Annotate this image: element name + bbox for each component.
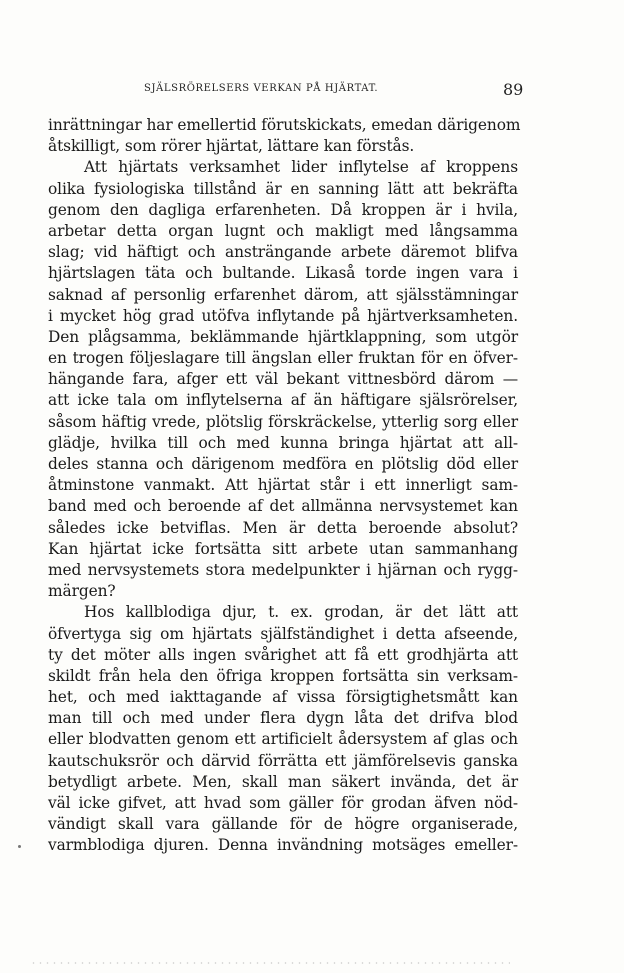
text-line: en trogen följeslagare till ängslan eller fruktan för en öfver- — [48, 349, 518, 368]
page-number: 89 — [503, 80, 524, 99]
text-line: Att hjärtats verksamhet lider inflytelse af kroppens — [84, 158, 518, 177]
text-line: skildt från hela den öfriga kroppen fortsätta sin verksam- — [48, 666, 518, 685]
text-line: slag; vid häftigt och ansträngande arbete däremot blifva — [48, 243, 518, 262]
scan-specks — [30, 960, 510, 966]
text-line: Kan hjärtat icke fortsätta sitt arbete utan sammanhang — [48, 539, 518, 558]
text-line: kautschuksrör och därvid förrätta ett jämförelsevis ganska — [48, 751, 518, 770]
text-line: hängande fara, afger ett väl bekant vittnesbörd därom — — [48, 370, 518, 389]
text-line: åtminstone vanmakt. Att hjärtat står i ett innerligt sam- — [48, 476, 518, 495]
text-line: eller blodvatten genom ett artificielt ådersystem af glas och — [48, 730, 518, 749]
text-line: således icke betviflas. Men är detta beroende absolut? — [48, 518, 518, 537]
margin-mark — [18, 845, 21, 848]
text-line: märgen? — [48, 582, 116, 601]
text-line: varmblodiga djuren. Denna invändning motsäges emeller- — [48, 836, 518, 855]
text-line: med nervsystemets stora medelpunkter i hjärnan och rygg- — [48, 560, 518, 579]
text-line: het, och med iakttagande af vissa försigtighetsmått kan — [48, 688, 518, 707]
text-line: hjärtslagen täta och bultande. Likaså torde ingen vara i — [48, 264, 518, 283]
text-line: väl icke gifvet, att hvad som gäller för grodan äfven nöd- — [48, 794, 518, 812]
text-line: saknad af personlig erfarenhet därom, att själsstämningar — [48, 285, 518, 304]
text-line: deles stanna och därigenom medföra en plötslig död eller — [48, 455, 518, 473]
running-head: SJÄLSRÖRELSERS VERKAN PÅ HJÄRTAT. — [144, 83, 379, 94]
text-line: man till och med under flera dygn låta det drifva blod — [48, 709, 518, 728]
text-line: såsom häftig vrede, plötslig förskräckelse, ytterlig sorg eller — [48, 412, 518, 431]
text-line: ty det möter alls ingen svårighet att få ett grodhjärta att — [48, 645, 518, 664]
text-line: öfvertyga sig om hjärtats själfständighet i detta afseende, — [48, 624, 518, 643]
text-line: arbetar detta organ lugnt och makligt med långsamma — [48, 221, 518, 240]
text-line: vändigt skall vara gällande för de högre organiserade, — [48, 815, 518, 834]
text-line: Hos kallblodiga djur, t. ex. grodan, är det lätt att — [84, 603, 518, 622]
text-line: band med och beroende af det allmänna nervsystemet kan — [48, 497, 518, 516]
text-line: betydligt arbete. Men, skall man säkert invända, det är — [48, 772, 518, 791]
text-line: olika fysiologiska tillstånd är en sanning lätt att bekräfta — [48, 179, 518, 198]
text-line: inrättningar har emellertid förutskickats, emedan därigenom — [48, 116, 521, 134]
text-line: åtskilligt, som rörer hjärtat, lättare kan förstås. — [48, 137, 415, 156]
body-text — [48, 115, 521, 857]
text-line: i mycket hög grad utöfva inflytande på hjärtverksamheten. — [48, 306, 518, 325]
text-line: genom den dagliga erfarenheten. Då kroppen är i hvila, — [48, 200, 518, 219]
text-line: Den plågsamma, beklämmande hjärtklappning, som utgör — [48, 327, 518, 346]
text-line: att icke tala om inflytelserna af än häftigare själsrörelser, — [48, 391, 518, 410]
text-line: glädje, hvilka till och med kunna bringa hjärtat att all- — [48, 433, 518, 452]
page-header — [48, 80, 524, 102]
